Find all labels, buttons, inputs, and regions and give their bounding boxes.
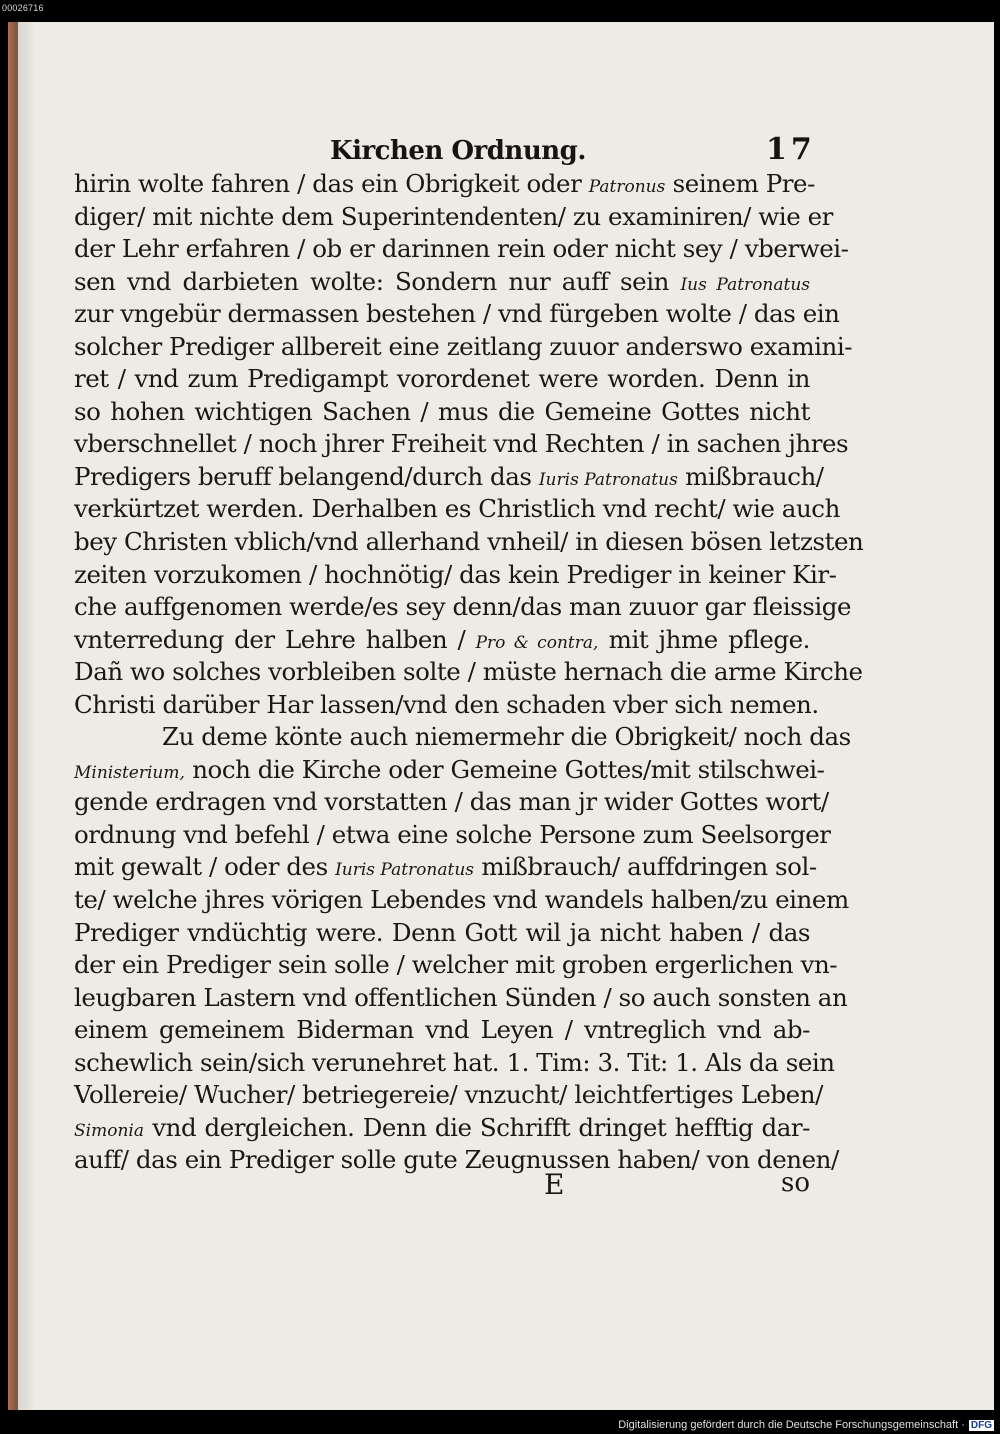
text-line	[74, 363, 810, 396]
latin-term: Ministerium,	[74, 762, 185, 783]
text-line	[74, 1047, 835, 1080]
text-line	[74, 526, 864, 559]
text-segment: schewlich sein/sich verunehret hat. 1. Tim: 3. Tit: 1. Als da sein	[74, 1047, 835, 1077]
text-segment: ordnung vnd befehl / etwa eine solche Persone zum Seelsorger	[74, 819, 831, 849]
page-number: 17	[766, 132, 816, 167]
text-segment: che auffgenomen werde/es sey denn/das man zuuor gar fleissige	[74, 592, 852, 622]
latin-term: Ius Patronatus	[680, 274, 810, 295]
text-segment: auff/ das ein Prediger solle gute Zeugnussen haben/ von denen/	[74, 1145, 839, 1175]
text-segment: mißbrauch/ auffdringen sol-	[474, 852, 817, 882]
text-line	[74, 396, 810, 429]
text-line	[74, 884, 849, 917]
text-segment: bey Christen vblich/vnd allerhand vnheil/ in diesen bösen letzsten	[74, 527, 864, 557]
text-line	[74, 721, 851, 754]
text-segment: seinem Pre-	[665, 169, 815, 198]
text-line	[74, 982, 848, 1015]
text-line	[74, 461, 824, 494]
text-line	[74, 851, 817, 884]
signature-row	[74, 1168, 810, 1208]
credit-text: Digitalisierung gefördert durch die Deutsche Forschungsgemeinschaft ·	[618, 1419, 965, 1431]
text-line	[74, 591, 852, 624]
text-line	[74, 754, 825, 787]
text-line	[74, 949, 838, 982]
body-text	[74, 168, 864, 1177]
text-segment: so hohen wichtigen Sachen / mus die Gemeine Gottes nicht	[74, 396, 810, 426]
text-segment: ret / vnd zum Predigampt vorordenet were worden. Denn in	[74, 364, 810, 394]
text-line	[74, 298, 840, 331]
text-line	[74, 1014, 810, 1047]
text-segment: hirin wolte fahren / das ein Obrigkeit oder	[74, 169, 589, 198]
latin-term: Pro & contra,	[475, 632, 599, 653]
text-line	[74, 1112, 810, 1145]
text-line	[74, 331, 853, 364]
text-segment: vnterredung der Lehre halben /	[74, 624, 476, 654]
page-gutter	[18, 22, 36, 1410]
text-segment: Christi darüber Har lassen/vnd den schaden vber sich nemen.	[74, 689, 819, 719]
text-line	[74, 201, 833, 234]
text-segment: gende erdragen vnd vorstatten / das man jr wider Gottes wort/	[74, 787, 829, 817]
book-leaf	[8, 22, 994, 1410]
text-segment: mit jhme pflege.	[598, 624, 810, 654]
text-segment: verkürtzet werden. Derhalben es Christlich vnd recht/ wie auch	[74, 494, 840, 524]
text-line	[74, 233, 849, 266]
text-line	[74, 656, 863, 689]
text-segment: der Lehr erfahren / ob er darinnen rein oder nicht sey / vberwei-	[74, 234, 849, 264]
text-segment: solcher Prediger allbereit eine zeitlang zuuor anderswo examini-	[74, 331, 853, 361]
text-segment: te/ welche jhres vörigen Lebendes vnd wandels halben/zu einem	[74, 885, 849, 915]
text-segment: zeiten vorzukomen / hochnötig/ das kein Prediger in keiner Kir-	[74, 559, 837, 589]
text-segment: der ein Prediger sein solle / welcher mit groben ergerlichen vn-	[74, 950, 838, 980]
text-segment: Prediger vndüchtig were. Denn Gott wil ja nicht haben / das	[74, 917, 810, 947]
text-segment: mit gewalt / oder des	[74, 852, 336, 882]
text-segment: sen vnd darbieten wolte: Sondern nur auff sein	[74, 266, 681, 296]
text-line	[74, 1079, 823, 1112]
text-segment: einem gemeinem Biderman vnd Leyen / vntreglich vnd ab-	[74, 1015, 810, 1045]
latin-term: Patronus	[588, 177, 666, 197]
latin-term: Simonia	[74, 1120, 144, 1141]
text-segment: Vollereie/ Wucher/ betriegereie/ vnzucht/ leichtfertiges Leben/	[74, 1080, 823, 1110]
page-edge	[8, 22, 15, 1410]
text-line	[74, 168, 815, 201]
signature-mark: E	[544, 1168, 565, 1201]
text-segment: mißbrauch/	[677, 461, 824, 491]
text-line	[74, 624, 810, 657]
printed-page	[18, 22, 994, 1410]
text-line	[74, 917, 810, 950]
text-segment: vberschnellet / noch jhrer Freiheit vnd Rechten / in sachen jhres	[74, 429, 849, 459]
text-line	[74, 689, 819, 722]
text-line	[74, 266, 810, 299]
text-line	[74, 493, 840, 526]
text-line	[74, 428, 849, 461]
dfg-logo: DFG	[970, 1420, 992, 1431]
latin-term: Iuris Patronatus	[335, 860, 475, 881]
text-segment: zur vngebür dermassen bestehen / vnd fürgeben wolte / das ein	[74, 299, 840, 329]
scan-identifier: 00026716	[2, 3, 44, 13]
text-segment: leugbaren Lastern vnd offentlichen Sünden / so auch sonsten an	[74, 982, 848, 1012]
text-segment: diger/ mit nichte dem Superintendenten/ zu examiniren/ wie er	[74, 201, 833, 231]
text-line	[74, 819, 831, 852]
text-segment: noch die Kirche oder Gemeine Gottes/mit stilschwei-	[184, 754, 825, 784]
text-segment: Zu deme könte auch niemermehr die Obrigkeit/ noch das	[162, 722, 851, 752]
text-segment: Predigers beruff belangend/durch das	[74, 461, 539, 491]
text-segment: Dañ wo solches vorbleiben solte / müste hernach die arme Kirche	[74, 657, 863, 687]
digitization-credit	[618, 1419, 994, 1431]
text-line	[74, 559, 837, 592]
latin-term: Iuris Patronatus	[538, 469, 678, 490]
catchword: so	[781, 1168, 810, 1198]
text-segment: vnd dergleichen. Denn die Schrifft dringet hefftig dar-	[143, 1112, 810, 1142]
text-line	[74, 786, 829, 819]
running-title: Kirchen Ordnung.	[330, 136, 586, 166]
